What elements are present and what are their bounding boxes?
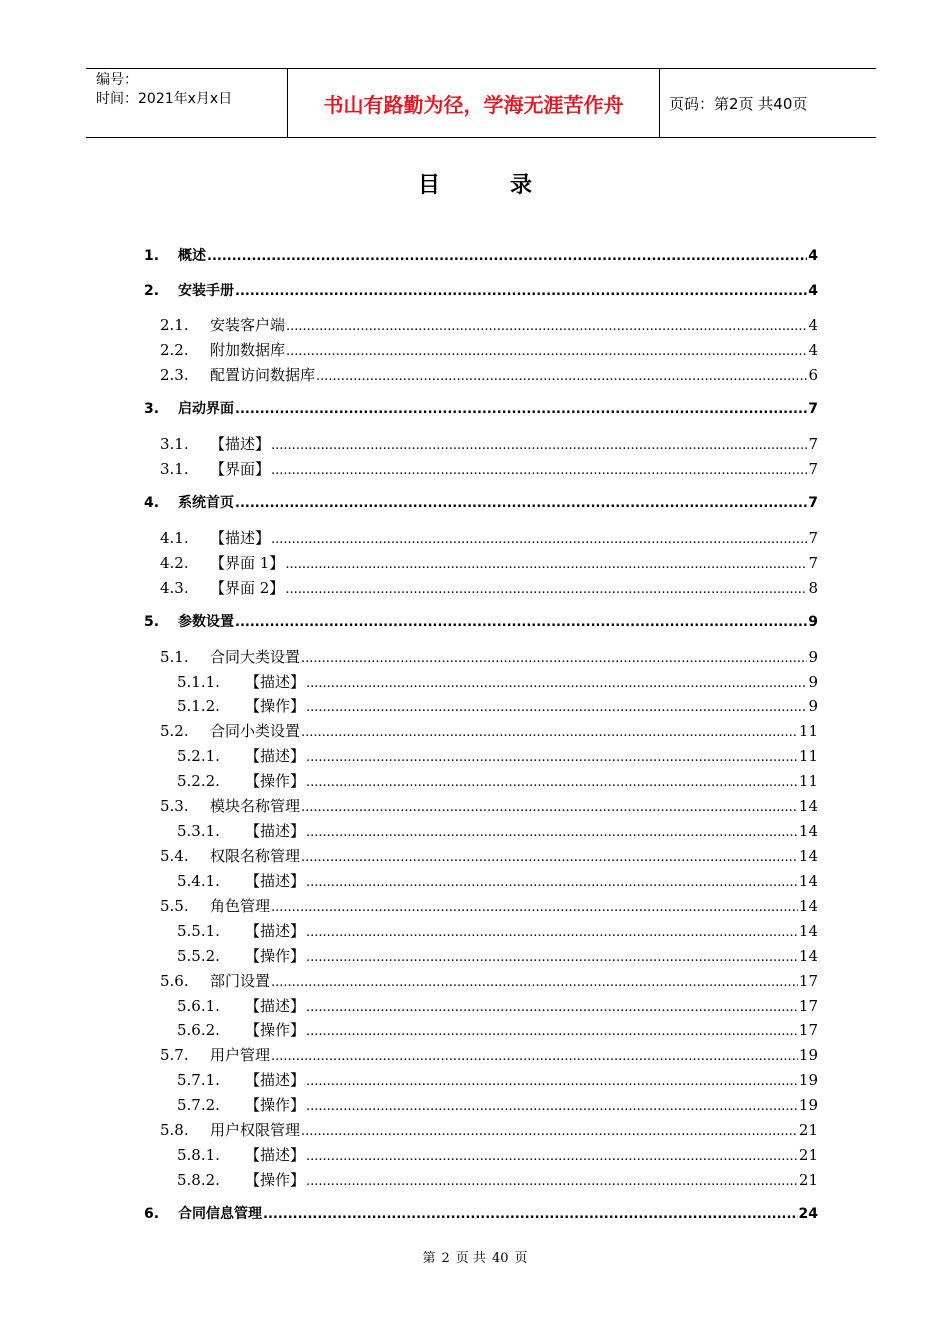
page-title: 目录 [417, 173, 602, 198]
toc-entry-title: 【描述】 [245, 673, 306, 691]
toc-entry-page: 17 [798, 997, 818, 1015]
toc-entry-number: 3.1. [160, 435, 189, 453]
toc-leader-dots [271, 1046, 798, 1064]
toc-leader-dots [271, 435, 807, 453]
toc-entry[interactable] [177, 695, 818, 715]
toc-entry[interactable] [160, 577, 818, 597]
toc-leader-dots [271, 897, 798, 915]
toc-entry[interactable] [144, 398, 818, 418]
toc-entry-number: 5.3.1. [177, 822, 220, 840]
toc-leader-dots [301, 722, 798, 740]
footer-mid: 页 共 [455, 1251, 486, 1266]
toc-entry-page: 11 [798, 747, 818, 765]
toc-entry-number: 5.5.1. [177, 922, 220, 940]
toc-entry-page: 21 [798, 1171, 818, 1189]
toc-entry[interactable] [160, 720, 818, 740]
code-label: 编号： [96, 72, 138, 88]
toc-entry-title: 【描述】 [245, 1071, 306, 1089]
toc-entry-page: 11 [798, 772, 818, 790]
toc-entry-title: 【操作】 [245, 1021, 306, 1039]
toc-entry-page: 7 [808, 529, 818, 547]
toc-entry[interactable] [160, 458, 818, 478]
toc-entry-title: 用户管理 [210, 1046, 271, 1064]
toc-entry-page: 14 [798, 847, 818, 865]
toc-entry-page: 7 [808, 554, 818, 572]
page-footer [0, 1247, 950, 1266]
toc-entry[interactable] [160, 339, 818, 359]
toc-entry[interactable] [144, 611, 818, 631]
toc-entry[interactable] [160, 646, 818, 666]
toc-entry-page: 7 [808, 401, 818, 417]
footer-suffix: 页 [514, 1251, 528, 1266]
toc-entry[interactable] [177, 1069, 818, 1089]
toc-leader-dots [235, 614, 807, 630]
toc-entry[interactable] [144, 1203, 818, 1223]
toc-leader-dots [306, 772, 798, 790]
toc-entry-title: 【描述】 [245, 922, 306, 940]
toc-entry-number: 5.2. [160, 722, 189, 740]
toc-entry[interactable] [177, 1094, 818, 1114]
toc-entry-page: 4 [808, 248, 818, 264]
toc-entry-page: 4 [808, 283, 818, 299]
toc-entry-page: 14 [798, 872, 818, 890]
toc-entry[interactable] [160, 1119, 818, 1139]
toc-entry-number: 5.6.2. [177, 1021, 220, 1039]
toc-leader-dots [263, 1206, 798, 1222]
toc-leader-dots [306, 673, 807, 691]
toc-entry-title: 【描述】 [210, 529, 271, 547]
toc-entry[interactable] [160, 1044, 818, 1064]
toc-entry-number: 3. [144, 401, 160, 417]
toc-entry[interactable] [160, 364, 818, 384]
page-header [86, 68, 876, 138]
toc-leader-dots [271, 460, 807, 478]
toc-entry-title: 【描述】 [245, 997, 306, 1015]
toc-entry-number: 2. [144, 283, 160, 299]
toc-entry[interactable] [177, 870, 818, 890]
date-label: 时间：2021年x月x日 [96, 91, 233, 107]
toc-entry[interactable] [177, 1019, 818, 1039]
toc-entry-title: 权限名称管理 [210, 847, 301, 865]
toc-entry-title: 【操作】 [245, 1096, 306, 1114]
toc-entry[interactable] [160, 552, 818, 572]
toc-entry-title: 安装手册 [178, 283, 234, 299]
toc-entry[interactable] [177, 770, 818, 790]
toc-entry-title: 安装客户端 [210, 316, 286, 334]
toc-leader-dots [285, 554, 807, 572]
toc-entry-title: 启动界面 [178, 401, 234, 417]
toc-entry-number: 1. [144, 248, 160, 264]
header-meta [86, 69, 286, 137]
toc-leader-dots [285, 579, 807, 597]
toc-entry-number: 2.1. [160, 316, 189, 334]
toc-entry[interactable] [177, 995, 818, 1015]
toc-entry-title: 【描述】 [245, 872, 306, 890]
toc-entry-number: 4.1. [160, 529, 189, 547]
toc-entry-title: 【操作】 [245, 1171, 306, 1189]
toc-entry-page: 4 [808, 341, 818, 359]
toc-entry[interactable] [144, 245, 818, 265]
toc-entry-number: 2.3. [160, 366, 189, 384]
toc-entry-title: 角色管理 [210, 897, 271, 915]
toc-leader-dots [235, 401, 807, 417]
toc-entry-number: 5.5. [160, 897, 189, 915]
toc-entry-page: 7 [808, 435, 818, 453]
toc-entry-number: 5.7.2. [177, 1096, 220, 1114]
toc-entry-number: 2.2. [160, 341, 189, 359]
toc-entry-number: 5.4. [160, 847, 189, 865]
toc-entry-title: 【操作】 [245, 697, 306, 715]
toc-entry-page: 14 [798, 947, 818, 965]
toc-leader-dots [271, 529, 807, 547]
toc-entry-title: 【界面】 [210, 460, 271, 478]
toc-entry-number: 4. [144, 495, 160, 511]
footer-prefix: 第 [422, 1251, 436, 1266]
toc-leader-dots [301, 1121, 798, 1139]
toc-entry-number: 5.1.2. [177, 697, 220, 715]
toc-entry-page: 7 [808, 495, 818, 511]
toc-entry[interactable] [160, 895, 818, 915]
toc-entry[interactable] [177, 945, 818, 965]
toc-leader-dots [306, 922, 798, 940]
toc-entry[interactable] [160, 527, 818, 547]
toc-leader-dots [306, 1021, 798, 1039]
toc-entry-number: 5.1.1. [177, 673, 220, 691]
toc-leader-dots [301, 847, 798, 865]
toc-entry[interactable] [144, 492, 818, 512]
header-page-info: 页码：第2页 共40页 [669, 94, 808, 113]
toc-leader-dots [235, 495, 807, 511]
footer-page: 2 [441, 1251, 450, 1266]
toc-entry-page: 19 [798, 1096, 818, 1114]
toc-leader-dots [301, 797, 798, 815]
toc-entry-page: 19 [798, 1071, 818, 1089]
toc-entry-title: 用户权限管理 [210, 1121, 301, 1139]
toc-entry-number: 5.7.1. [177, 1071, 220, 1089]
toc-entry-number: 3.1. [160, 460, 189, 478]
toc-entry-number: 5.6.1. [177, 997, 220, 1015]
toc-entry-number: 6. [144, 1206, 160, 1222]
toc-entry-number: 5.5.2. [177, 947, 220, 965]
toc-entry[interactable] [177, 820, 818, 840]
toc-entry-title: 部门设置 [210, 972, 271, 990]
toc-entry-title: 【描述】 [210, 435, 271, 453]
toc-entry-number: 5.7. [160, 1046, 189, 1064]
toc-entry-page: 14 [798, 922, 818, 940]
toc-entry-number: 5.2.2. [177, 772, 220, 790]
toc-entry-page: 24 [798, 1206, 818, 1222]
toc-entry-page: 21 [798, 1121, 818, 1139]
toc-entry[interactable] [160, 845, 818, 865]
toc-entry-number: 4.2. [160, 554, 189, 572]
toc-entry-number: 5.4.1. [177, 872, 220, 890]
toc-entry-number: 5.6. [160, 972, 189, 990]
toc-leader-dots [306, 1096, 798, 1114]
toc-entry-page: 9 [808, 648, 818, 666]
toc-entry[interactable] [144, 280, 818, 300]
toc-entry-title: 【操作】 [245, 947, 306, 965]
toc-entry[interactable] [177, 1169, 818, 1189]
toc-leader-dots [306, 1071, 798, 1089]
toc-entry-number: 5.8.2. [177, 1171, 220, 1189]
toc-leader-dots [306, 1146, 798, 1164]
toc-entry-title: 合同信息管理 [178, 1206, 262, 1222]
toc-entry-number: 5.2.1. [177, 747, 220, 765]
toc-entry-title: 配置访问数据库 [210, 366, 316, 384]
toc-entry-title: 概述 [178, 248, 206, 264]
toc-entry[interactable] [177, 920, 818, 940]
toc-entry-page: 9 [808, 614, 818, 630]
toc-leader-dots [306, 872, 798, 890]
toc-entry[interactable] [160, 795, 818, 815]
toc-entry-number: 4.3. [160, 579, 189, 597]
toc-entry-page: 4 [808, 316, 818, 334]
toc-entry-title: 【描述】 [245, 747, 306, 765]
toc-entry-page: 8 [808, 579, 818, 597]
toc-entry-title: 模块名称管理 [210, 797, 301, 815]
toc-entry[interactable] [160, 433, 818, 453]
toc-leader-dots [306, 822, 798, 840]
toc-entry-page: 17 [798, 1021, 818, 1039]
footer-total: 40 [491, 1251, 509, 1266]
toc-entry-title: 【操作】 [245, 772, 306, 790]
toc-entry-page: 6 [808, 366, 818, 384]
toc-entry-page: 17 [798, 972, 818, 990]
toc-leader-dots [306, 747, 798, 765]
toc-entry-number: 5.3. [160, 797, 189, 815]
toc-entry-page: 7 [808, 460, 818, 478]
toc-entry-title: 【描述】 [245, 822, 306, 840]
toc-leader-dots [306, 1171, 798, 1189]
toc-entry[interactable] [177, 1144, 818, 1164]
toc-entry-title: 【描述】 [245, 1146, 306, 1164]
toc-leader-dots [271, 972, 798, 990]
toc-entry-number: 5.1. [160, 648, 189, 666]
toc-entry-title: 合同小类设置 [210, 722, 301, 740]
toc-leader-dots [286, 341, 807, 359]
toc-entry-title: 【界面 2】 [210, 579, 285, 597]
toc-leader-dots [316, 366, 807, 384]
toc-entry[interactable] [177, 745, 818, 765]
toc-entry[interactable] [160, 314, 818, 334]
toc-entry-title: 附加数据库 [210, 341, 286, 359]
toc-leader-dots [306, 947, 798, 965]
toc-entry-title: 合同大类设置 [210, 648, 301, 666]
header-motto: 书山有路勤为径，学海无涯苦作舟 [287, 69, 660, 137]
toc-leader-dots [306, 697, 807, 715]
toc-entry[interactable] [177, 671, 818, 691]
toc-leader-dots [306, 997, 798, 1015]
toc-entry-page: 11 [798, 722, 818, 740]
toc-entry-page: 19 [798, 1046, 818, 1064]
toc-leader-dots [301, 648, 807, 666]
toc-entry[interactable] [160, 970, 818, 990]
toc-entry-page: 14 [798, 822, 818, 840]
toc-entry-page: 14 [798, 797, 818, 815]
toc-entry-title: 系统首页 [178, 495, 234, 511]
toc-leader-dots [207, 248, 807, 264]
toc-entry-page: 9 [808, 697, 818, 715]
toc-entry-title: 参数设置 [178, 614, 234, 630]
toc-entry-number: 5.8. [160, 1121, 189, 1139]
toc-entry-page: 21 [798, 1146, 818, 1164]
toc-entry-page: 9 [808, 673, 818, 691]
toc-entry-number: 5.8.1. [177, 1146, 220, 1164]
toc-leader-dots [235, 283, 807, 299]
toc-entry-title: 【界面 1】 [210, 554, 285, 572]
toc-entry-page: 14 [798, 897, 818, 915]
toc-leader-dots [286, 316, 807, 334]
toc-entry-number: 5. [144, 614, 160, 630]
